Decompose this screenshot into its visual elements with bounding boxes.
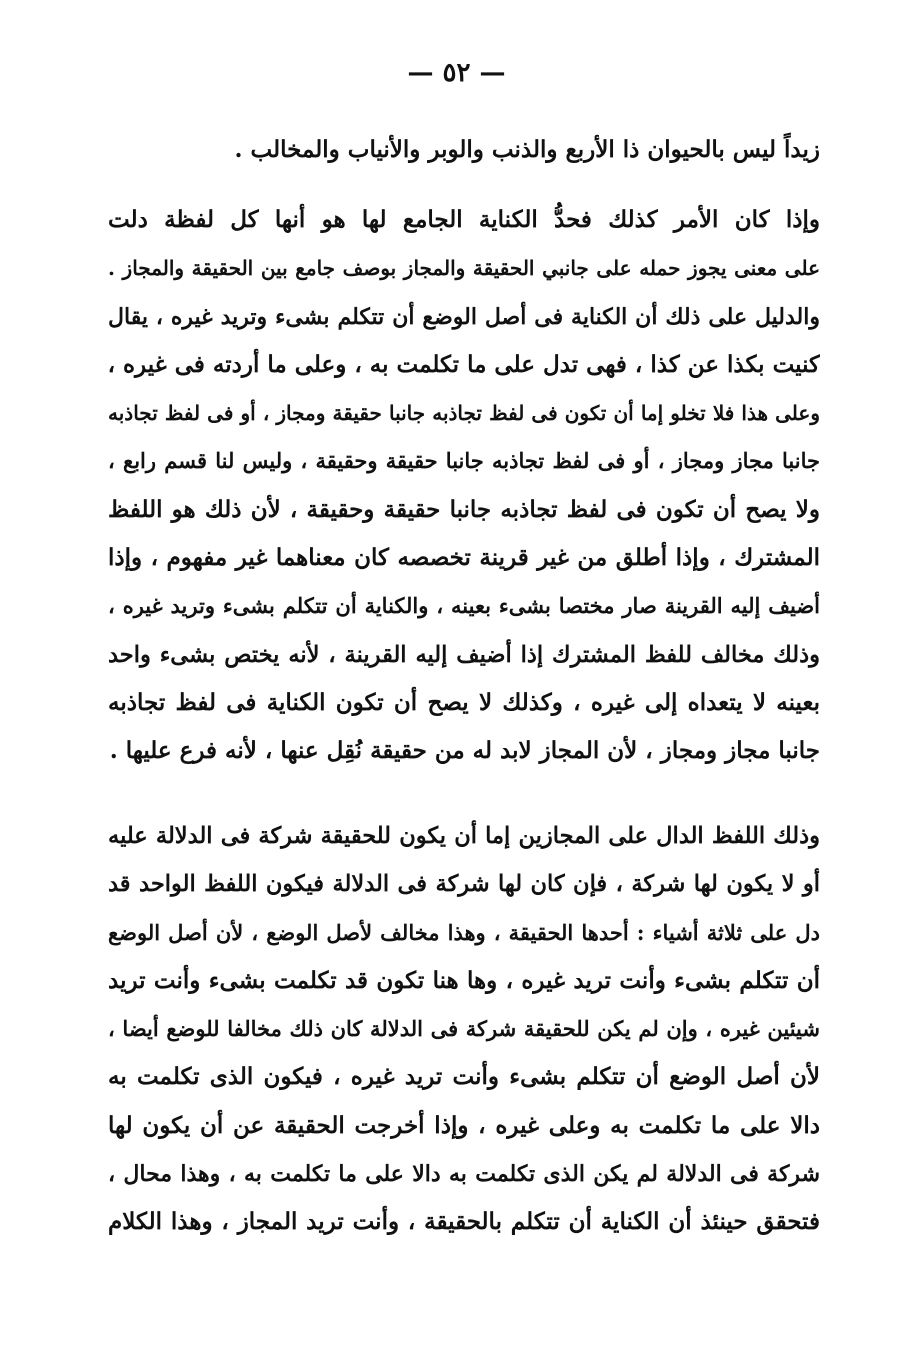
text-line: وعلى هذا فلا تخلو إما أن تكون فى لفظ تجاذبه جانبا حقيقة ومجاز ، أو فى لفظ تجاذبه bbox=[108, 401, 820, 426]
text-line: شركة فى الدلالة لم يكن الذى تكلمت به دالا على ما تكلمت به ، وهذا محال ، bbox=[108, 1161, 820, 1188]
paragraph-2 bbox=[108, 196, 820, 776]
text-line: زيداً ليس بالحيوان ذا الأربع والذنب والوبر والأنياب والمخالب . bbox=[234, 136, 820, 163]
text-line: وإذا كان الأمر كذلك فحدُّ الكناية الجامع لها هو أنها كل لفظة دلت bbox=[108, 206, 820, 233]
text-line: فتحقق حينئذ أن الكناية أن تتكلم بالحقيقة ، وأنت تريد المجاز ، وهذا الكلام bbox=[108, 1208, 820, 1236]
text-line: دالا على ما تكلمت به وعلى غيره ، وإذا أخرجت الحقيقة عن أن يكون لها bbox=[108, 1111, 820, 1139]
text-line: وذلك اللفظ الدال على المجازين إما أن يكون للحقيقة شركة فى الدلالة عليه bbox=[108, 823, 820, 849]
text-line: أن تتكلم بشىء وأنت تريد غيره ، وها هنا تكون قد تكلمت بشىء وأنت تريد bbox=[108, 966, 820, 994]
text-line: والدليل على ذلك أن الكناية فى أصل الوضع أن تتكلم بشىء وتريد غيره ، يقال bbox=[108, 303, 820, 330]
text-line: وذلك مخالف للفظ المشترك إذا أضيف إليه القرينة ، لأنه يختص بشىء واحد bbox=[108, 641, 820, 668]
page-number: — ٥٢ — bbox=[407, 58, 506, 88]
text-line: شيئين غيره ، وإن لم يكن للحقيقة شركة فى الدلالة كان ذلك مخالفا للوضع أيضا ، bbox=[108, 1016, 820, 1042]
text-line: المشترك ، وإذا أطلق من غير قرينة تخصصه كان معناهما غير مفهوم ، وإذا bbox=[108, 544, 820, 572]
text-line: كنيت بكذا عن كذا ، فهى تدل على ما تكلمت به ، وعلى ما أردته فى غيره ، bbox=[108, 350, 820, 378]
text-line: لأن أصل الوضع أن تتكلم بشىء وأنت تريد غيره ، فيكون الذى تكلمت به bbox=[108, 1063, 820, 1091]
text-line: على معنى يجوز حمله على جانبي الحقيقة والمجاز بوصف جامع بين الحقيقة والمجاز . bbox=[108, 256, 820, 281]
text-line: دل على ثلاثة أشياء : أحدها الحقيقة ، وهذا مخالف لأصل الوضع ، لأن أصل الوضع bbox=[108, 919, 820, 945]
paragraph-1 bbox=[108, 126, 820, 174]
text-line: جانبا مجاز ومجاز ، لأن المجاز لابد له من حقيقة نُقِل عنها ، لأنه فرع عليها . bbox=[109, 737, 820, 765]
text-line: جانبا مجاز ومجاز ، أو فى لفظ تجاذبه جانبا حقيقة وحقيقة ، وليس لنا قسم رابع ، bbox=[108, 448, 820, 474]
text-line: بعينه لا يتعداه إلى غيره ، وكذلك لا يصح أن تكون الكناية فى لفظ تجاذبه bbox=[108, 688, 820, 716]
text-line: أضيف إليه القرينة صار مختصا بشىء بعينه ، والكناية أن تتكلم بشىء وتريد غيره ، bbox=[108, 593, 820, 619]
text-line: أو لا يكون لها شركة ، فإن كان لها شركة فى الدلالة فيكون اللفظ الواحد قد bbox=[108, 871, 820, 898]
text-line: ولا يصح أن تكون فى لفظ تجاذبه جانبا حقيقة وحقيقة ، لأن ذلك هو اللفظ bbox=[108, 495, 820, 523]
paragraph-3 bbox=[108, 812, 820, 1247]
